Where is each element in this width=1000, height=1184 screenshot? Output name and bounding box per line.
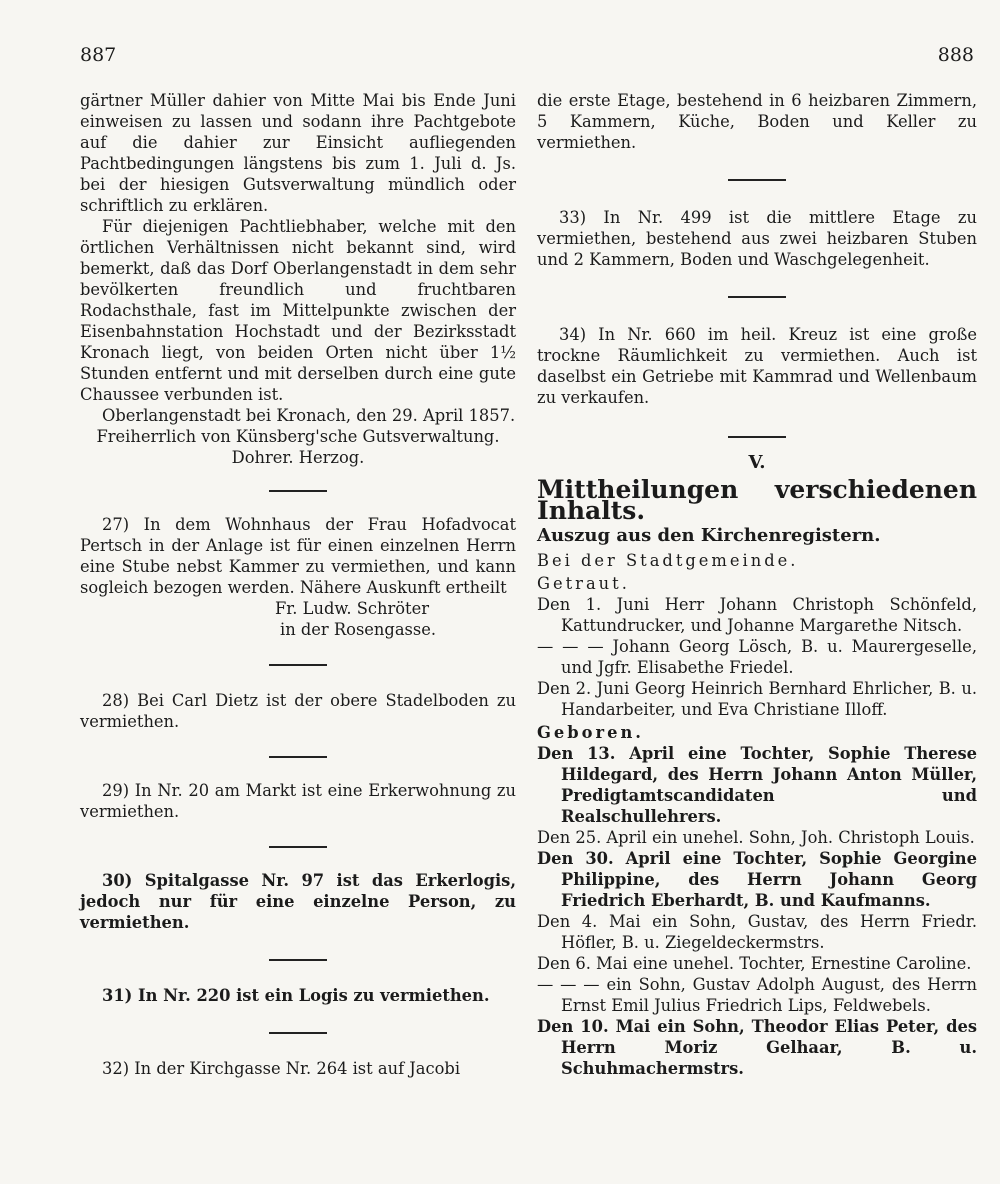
marriage-entry: Den 1. Juni Herr Johann Christoph Schönfeld, Kattundrucker, und Johanne Margarethe Nitsch.	[537, 595, 977, 635]
divider-rule	[269, 756, 327, 758]
advert-32: 32) In der Kirchgasse Nr. 264 ist auf Jacobi	[102, 1059, 461, 1078]
divider-rule	[269, 1032, 327, 1034]
advert-30: 30) Spitalgasse Nr. 97 ist das Erkerlogis, jedoch nur für eine einzelne Person, zu vermiethen.	[80, 871, 516, 932]
parish-heading: Bei der Stadtgemeinde.	[537, 551, 799, 570]
left-column	[80, 90, 516, 1079]
advert-32-continued: die erste Etage, bestehend in 6 heizbaren Zimmern, 5 Kammern, Küche, Boden und Keller zu vermiethen.	[537, 91, 977, 152]
right-column	[537, 90, 977, 1079]
page-number-right: 888	[937, 44, 974, 66]
signatories: Dohrer. Herzog.	[231, 448, 365, 467]
advert-29: 29) In Nr. 20 am Markt ist eine Erkerwohnung zu vermiethen.	[80, 781, 516, 821]
advert-27-signer-name: Fr. Ludw. Schröter	[275, 599, 430, 618]
born-heading: Geboren.	[537, 723, 644, 742]
marriage-entry: — — — Johann Georg Lösch, B. u. Maurergeselle, und Jgfr. Elisabethe Friedel.	[537, 637, 977, 677]
advert-33: 33) In Nr. 499 ist die mittlere Etage zu vermiethen, bestehend aus zwei heizbaren Stuben und 2 Kammern, Boden und Waschgelegenheit.	[537, 208, 977, 269]
birth-entry: Den 30. April eine Tochter, Sophie Georgine Philippine, des Herrn Johann Georg Friedrich Eberhardt, B. und Kaufmanns.	[537, 849, 977, 910]
marriage-entry: Den 2. Juni Georg Heinrich Bernhard Ehrlicher, B. u. Handarbeiter, und Eva Christiane Illoff.	[537, 679, 977, 719]
divider-rule	[269, 959, 327, 961]
divider-rule	[269, 664, 327, 666]
birth-entry: — — — ein Sohn, Gustav Adolph August, des Herrn Ernst Emil Julius Friedrich Lips, Feldwebels.	[537, 975, 977, 1015]
section-title: Mittheilungen verschiedenen Inhalts.	[537, 475, 977, 525]
section-number: V.	[748, 452, 766, 473]
divider-rule	[728, 436, 786, 438]
birth-entry: Den 6. Mai eine unehel. Tochter, Ernestine Caroline.	[537, 954, 972, 973]
place-date: Oberlangenstadt bei Kronach, den 29. April 1857.	[102, 406, 516, 425]
divider-rule	[728, 179, 786, 181]
divider-rule	[269, 490, 327, 492]
advert-27-signer-address: in der Rosengasse.	[280, 620, 437, 639]
advert-27: 27) In dem Wohnhaus der Frau Hofadvocat Pertsch in der Anlage ist für einen einzelnen Herrn eine Stube nebst Kammer zu vermiethen, und kann sogleich bezogen werden. Nähere Auskunft ertheilt	[80, 515, 516, 597]
continued-paragraph: gärtner Müller dahier von Mitte Mai bis Ende Juni einweisen zu lassen und sodann ihre Pachtgebote auf die dahier zur Einsicht aufliegenden Pachtbedingungen längstens bis zum 1. Juli d. Js. bei der hiesigen Gutsverwaltung mündlich oder schriftlich zu erklären.	[80, 91, 516, 215]
administration-name: Freiherrlich von Künsberg'sche Gutsverwaltung.	[96, 427, 500, 446]
birth-entry: Den 13. April eine Tochter, Sophie Therese Hildegard, des Herrn Johann Anton Müller, Predigtamtscandidaten und Realschullehrers.	[537, 744, 977, 826]
lease-note-paragraph: Für diejenigen Pachtliebhaber, welche mit den örtlichen Verhältnissen nicht bekannt sind, wird bemerkt, daß das Dorf Oberlangenstadt in dem sehr bevölkerten freundlich und fruchtbaren Rodachsthale, fast im Mittelpunkte zwischen der Eisenbahnstation Hochstadt und der Bezirksstadt Kronach liegt, von beiden Orten nicht über 1½ Stunden entfernt und mit derselben durch eine gute Chaussee verbunden ist.	[80, 217, 516, 404]
divider-rule	[728, 296, 786, 298]
advert-28: 28) Bei Carl Dietz ist der obere Stadelboden zu vermiethen.	[80, 691, 516, 731]
advert-34: 34) In Nr. 660 im heil. Kreuz ist eine große trockne Räumlichkeit zu vermiethen. Auch ist daselbst ein Getriebe mit Kammrad und Wellenbaum zu verkaufen.	[537, 325, 977, 407]
page-number-left: 887	[80, 44, 117, 66]
birth-entry: Den 10. Mai ein Sohn, Theodor Elias Peter, des Herrn Moriz Gelhaar, B. u. Schuhmachermstrs.	[537, 1017, 977, 1078]
subsection-title: Auszug aus den Kirchenregistern.	[537, 525, 881, 546]
married-heading: Getraut.	[537, 574, 630, 593]
divider-rule	[269, 846, 327, 848]
advert-31: 31) In Nr. 220 ist ein Logis zu vermiethen.	[102, 986, 490, 1005]
birth-entry: Den 25. April ein unehel. Sohn, Joh. Christoph Louis.	[537, 828, 975, 847]
birth-entry: Den 4. Mai ein Sohn, Gustav, des Herrn Friedr. Höfler, B. u. Ziegeldeckermstrs.	[537, 912, 977, 952]
